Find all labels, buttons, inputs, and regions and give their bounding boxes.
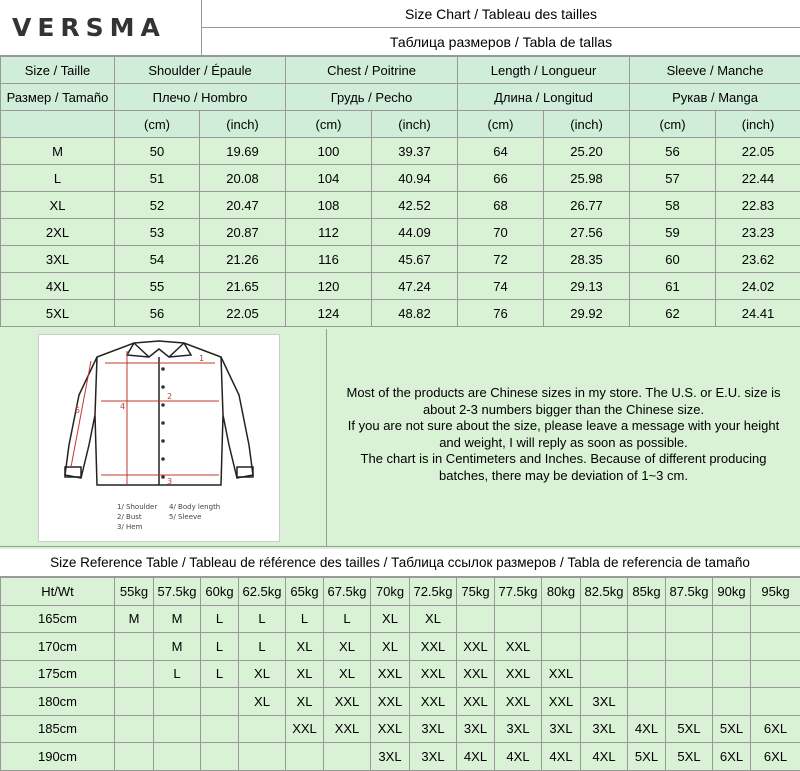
reference-cell — [154, 743, 201, 771]
reference-cell: 5XL — [666, 715, 713, 743]
weight-header: 85kg — [628, 578, 666, 606]
table-cell: 22.83 — [716, 192, 800, 219]
reference-cell — [542, 633, 581, 661]
table-cell: 66 — [458, 165, 544, 192]
weight-header: 62.5kg — [239, 578, 286, 606]
table-cell: 62 — [630, 300, 716, 327]
weight-header: 75kg — [457, 578, 495, 606]
reference-cell — [628, 660, 666, 688]
table-cell: 58 — [630, 192, 716, 219]
reference-cell: XXL — [495, 688, 542, 716]
table-cell: 22.05 — [200, 300, 286, 327]
column-header: Рукав / Manga — [630, 84, 800, 111]
table-cell: 21.26 — [200, 246, 286, 273]
table-cell: 25.20 — [544, 138, 630, 165]
reference-cell — [115, 715, 154, 743]
reference-cell: L — [239, 605, 286, 633]
table-cell: 56 — [115, 300, 200, 327]
reference-cell — [154, 688, 201, 716]
unit-cell: (cm) — [630, 111, 716, 138]
reference-cell: XL — [324, 660, 371, 688]
table-cell: 26.77 — [544, 192, 630, 219]
reference-cell: XL — [286, 688, 324, 716]
reference-cell — [115, 633, 154, 661]
reference-cell — [581, 605, 628, 633]
reference-cell: XXL — [324, 715, 371, 743]
note-line: The chart is in Centimeters and Inches. Because of different producing — [327, 451, 800, 468]
weight-header: 65kg — [286, 578, 324, 606]
reference-cell: XXL — [371, 660, 410, 688]
reference-cell: L — [201, 605, 239, 633]
legend-hem: 3/ Hem — [117, 523, 143, 531]
table-cell: 25.98 — [544, 165, 630, 192]
table-cell: 5XL — [1, 300, 115, 327]
reference-cell — [713, 660, 751, 688]
marker-5: 5 — [75, 406, 80, 415]
table-row — [1, 300, 800, 327]
table-cell: 39.37 — [372, 138, 458, 165]
table-cell: 29.92 — [544, 300, 630, 327]
table-row — [1, 246, 800, 273]
reference-cell: XL — [286, 633, 324, 661]
reference-cell — [239, 743, 286, 771]
table-cell: 23.23 — [716, 219, 800, 246]
size-header-row — [1, 84, 800, 111]
table-cell: 47.24 — [372, 273, 458, 300]
table-cell: 24.02 — [716, 273, 800, 300]
table-cell: 52 — [115, 192, 200, 219]
marker-1: 1 — [199, 354, 204, 363]
info-section — [0, 329, 800, 547]
reference-row — [1, 688, 800, 716]
unit-cell: (inch) — [372, 111, 458, 138]
table-cell: 59 — [630, 219, 716, 246]
legend-shoulder: 1/ Shoulder — [117, 503, 157, 511]
reference-cell: XXL — [457, 660, 495, 688]
table-cell: 19.69 — [200, 138, 286, 165]
reference-cell: L — [154, 660, 201, 688]
reference-row — [1, 605, 800, 633]
reference-cell — [751, 660, 800, 688]
legend-sleeve: 5/ Sleeve — [169, 513, 202, 521]
reference-cell: XXL — [371, 688, 410, 716]
reference-cell — [581, 660, 628, 688]
table-cell: 50 — [115, 138, 200, 165]
table-cell: 20.47 — [200, 192, 286, 219]
reference-cell: M — [154, 633, 201, 661]
table-cell: 22.05 — [716, 138, 800, 165]
column-header: Length / Longueur — [458, 57, 630, 84]
reference-cell: L — [324, 605, 371, 633]
weight-header: 70kg — [371, 578, 410, 606]
note-line: and weight, I will reply as soon as possible. — [327, 435, 800, 452]
reference-cell — [115, 743, 154, 771]
table-cell: 51 — [115, 165, 200, 192]
table-cell: 45.67 — [372, 246, 458, 273]
reference-cell: M — [115, 605, 154, 633]
reference-cell: 3XL — [495, 715, 542, 743]
table-row — [1, 219, 800, 246]
reference-cell: 3XL — [410, 743, 457, 771]
reference-row — [1, 633, 800, 661]
table-cell: 28.35 — [544, 246, 630, 273]
reference-cell: XXL — [542, 688, 581, 716]
reference-cell — [713, 688, 751, 716]
table-cell: 55 — [115, 273, 200, 300]
reference-cell: 5XL — [666, 743, 713, 771]
unit-cell: (cm) — [458, 111, 544, 138]
table-row — [1, 138, 800, 165]
reference-cell: 180cm — [1, 688, 115, 716]
reference-cell: XL — [371, 633, 410, 661]
table-cell: 70 — [458, 219, 544, 246]
reference-cell — [154, 715, 201, 743]
reference-cell: 4XL — [542, 743, 581, 771]
table-cell: 104 — [286, 165, 372, 192]
table-cell: 61 — [630, 273, 716, 300]
reference-cell: 175cm — [1, 660, 115, 688]
column-header: Size / Taille — [1, 57, 115, 84]
column-header: Sleeve / Manche — [630, 57, 800, 84]
table-cell: 48.82 — [372, 300, 458, 327]
table-cell: 116 — [286, 246, 372, 273]
reference-cell: 6XL — [751, 715, 800, 743]
table-cell: 3XL — [1, 246, 115, 273]
table-cell: M — [1, 138, 115, 165]
reference-cell: M — [154, 605, 201, 633]
column-header: Плечо / Hombro — [115, 84, 286, 111]
weight-header: 77.5kg — [495, 578, 542, 606]
reference-cell: 3XL — [457, 715, 495, 743]
reference-cell — [666, 605, 713, 633]
reference-cell: 170cm — [1, 633, 115, 661]
title-line-1: Size Chart / Tableau des tailles — [202, 0, 800, 28]
reference-cell: XXL — [410, 688, 457, 716]
table-cell: 23.62 — [716, 246, 800, 273]
reference-cell: XL — [371, 605, 410, 633]
reference-cell: XXL — [495, 633, 542, 661]
reference-cell: 3XL — [581, 688, 628, 716]
table-cell: 76 — [458, 300, 544, 327]
reference-row — [1, 743, 800, 771]
note-line: about 2-3 numbers bigger than the Chinese size. — [327, 402, 800, 419]
column-header: Chest / Poitrine — [286, 57, 458, 84]
table-cell: 29.13 — [544, 273, 630, 300]
reference-cell: 3XL — [542, 715, 581, 743]
units-row — [1, 111, 800, 138]
table-row — [1, 273, 800, 300]
table-cell: 74 — [458, 273, 544, 300]
weight-header: Ht/Wt — [1, 578, 115, 606]
table-cell: 21.65 — [200, 273, 286, 300]
reference-cell — [628, 633, 666, 661]
table-cell: 40.94 — [372, 165, 458, 192]
reference-cell — [239, 715, 286, 743]
reference-cell: L — [201, 633, 239, 661]
table-cell: 20.87 — [200, 219, 286, 246]
reference-cell: 5XL — [713, 715, 751, 743]
unit-cell: (inch) — [200, 111, 286, 138]
size-header-row — [1, 57, 800, 84]
reference-cell — [666, 688, 713, 716]
reference-header-row — [1, 578, 800, 606]
reference-cell — [495, 605, 542, 633]
reference-cell — [713, 633, 751, 661]
reference-cell: 185cm — [1, 715, 115, 743]
reference-cell: XL — [286, 660, 324, 688]
reference-cell: 3XL — [371, 743, 410, 771]
reference-cell — [201, 743, 239, 771]
table-row — [1, 192, 800, 219]
reference-cell — [751, 633, 800, 661]
reference-cell: L — [286, 605, 324, 633]
reference-cell: XXL — [410, 660, 457, 688]
reference-cell: XXL — [286, 715, 324, 743]
reference-cell — [581, 633, 628, 661]
table-cell: 42.52 — [372, 192, 458, 219]
note-line: Most of the products are Chinese sizes in my store. The U.S. or E.U. size is — [327, 385, 800, 402]
unit-cell: (cm) — [115, 111, 200, 138]
reference-cell: XXL — [371, 715, 410, 743]
reference-cell: 4XL — [581, 743, 628, 771]
reference-cell — [201, 688, 239, 716]
reference-cell: XL — [410, 605, 457, 633]
weight-header: 82.5kg — [581, 578, 628, 606]
reference-cell — [115, 688, 154, 716]
weight-header: 57.5kg — [154, 578, 201, 606]
reference-cell: XXL — [457, 633, 495, 661]
table-cell: 2XL — [1, 219, 115, 246]
column-header: Длина / Longitud — [458, 84, 630, 111]
reference-cell — [751, 688, 800, 716]
shirt-buttons — [161, 367, 165, 479]
table-cell: 22.44 — [716, 165, 800, 192]
weight-header: 87.5kg — [666, 578, 713, 606]
table-cell: 54 — [115, 246, 200, 273]
reference-cell — [324, 743, 371, 771]
reference-cell: L — [201, 660, 239, 688]
reference-cell: XL — [239, 688, 286, 716]
unit-cell: (inch) — [716, 111, 800, 138]
reference-cell: XXL — [410, 633, 457, 661]
reference-cell: XXL — [495, 660, 542, 688]
reference-row — [1, 660, 800, 688]
note-line: batches, there may be deviation of 1~3 cm. — [327, 468, 800, 485]
table-cell: 44.09 — [372, 219, 458, 246]
reference-cell: 6XL — [713, 743, 751, 771]
column-header: Shoulder / Épaule — [115, 57, 286, 84]
reference-cell — [115, 660, 154, 688]
weight-header: 55kg — [115, 578, 154, 606]
size-table — [0, 56, 800, 327]
table-cell: 64 — [458, 138, 544, 165]
table-cell: 68 — [458, 192, 544, 219]
marker-4: 4 — [120, 402, 125, 411]
table-cell: XL — [1, 192, 115, 219]
reference-cell — [286, 743, 324, 771]
legend-body-length: 4/ Body length — [169, 503, 220, 511]
title-line-2: Таблица размеров / Tabla de tallas — [202, 28, 800, 56]
blank-cell — [1, 111, 115, 138]
reference-cell: XXL — [542, 660, 581, 688]
table-cell: 57 — [630, 165, 716, 192]
brand-logo — [0, 0, 202, 56]
brand-name: VERSMA — [12, 13, 166, 42]
reference-row — [1, 715, 800, 743]
reference-table-title: Size Reference Table / Tableau de référence des tailles / Таблица ссылок размеров / Tabla de referencia de tamaño — [0, 549, 800, 577]
reference-cell — [542, 605, 581, 633]
table-cell: 100 — [286, 138, 372, 165]
reference-cell: 6XL — [751, 743, 800, 771]
table-cell: 108 — [286, 192, 372, 219]
table-cell: 112 — [286, 219, 372, 246]
reference-cell: 3XL — [581, 715, 628, 743]
table-cell: L — [1, 165, 115, 192]
table-cell: 24.41 — [716, 300, 800, 327]
unit-cell: (inch) — [544, 111, 630, 138]
marker-2: 2 — [167, 392, 172, 401]
table-cell: 56 — [630, 138, 716, 165]
weight-header: 67.5kg — [324, 578, 371, 606]
shirt-measurement-diagram — [38, 334, 280, 542]
unit-cell: (cm) — [286, 111, 372, 138]
reference-cell — [628, 688, 666, 716]
table-cell: 124 — [286, 300, 372, 327]
table-cell: 27.56 — [544, 219, 630, 246]
weight-header: 72.5kg — [410, 578, 457, 606]
measurement-lines — [71, 351, 219, 485]
table-cell: 60 — [630, 246, 716, 273]
reference-cell — [666, 660, 713, 688]
size-reference-table — [0, 577, 800, 771]
legend-bust: 2/ Bust — [117, 513, 142, 521]
reference-cell: L — [239, 633, 286, 661]
reference-cell: 190cm — [1, 743, 115, 771]
shirt-diagram-svg — [39, 335, 279, 541]
marker-3: 3 — [167, 477, 172, 486]
reference-cell — [666, 633, 713, 661]
table-cell: 4XL — [1, 273, 115, 300]
reference-cell: 4XL — [628, 715, 666, 743]
table-row — [1, 165, 800, 192]
size-notes — [327, 385, 800, 485]
note-line: If you are not sure about the size, please leave a message with your height — [327, 418, 800, 435]
reference-cell: 5XL — [628, 743, 666, 771]
weight-header: 80kg — [542, 578, 581, 606]
reference-cell: 165cm — [1, 605, 115, 633]
reference-cell — [201, 715, 239, 743]
reference-cell: 3XL — [410, 715, 457, 743]
reference-cell: XL — [239, 660, 286, 688]
weight-header: 95kg — [751, 578, 800, 606]
weight-header: 90kg — [713, 578, 751, 606]
table-cell: 20.08 — [200, 165, 286, 192]
reference-cell: XXL — [324, 688, 371, 716]
table-cell: 72 — [458, 246, 544, 273]
reference-cell: XXL — [457, 688, 495, 716]
table-cell: 120 — [286, 273, 372, 300]
table-cell: 53 — [115, 219, 200, 246]
reference-cell — [713, 605, 751, 633]
reference-cell — [751, 605, 800, 633]
reference-cell: 4XL — [495, 743, 542, 771]
column-header: Размер / Tamaño — [1, 84, 115, 111]
weight-header: 60kg — [201, 578, 239, 606]
reference-cell: XL — [324, 633, 371, 661]
reference-cell — [628, 605, 666, 633]
column-header: Грудь / Pecho — [286, 84, 458, 111]
reference-cell: 4XL — [457, 743, 495, 771]
reference-cell — [457, 605, 495, 633]
